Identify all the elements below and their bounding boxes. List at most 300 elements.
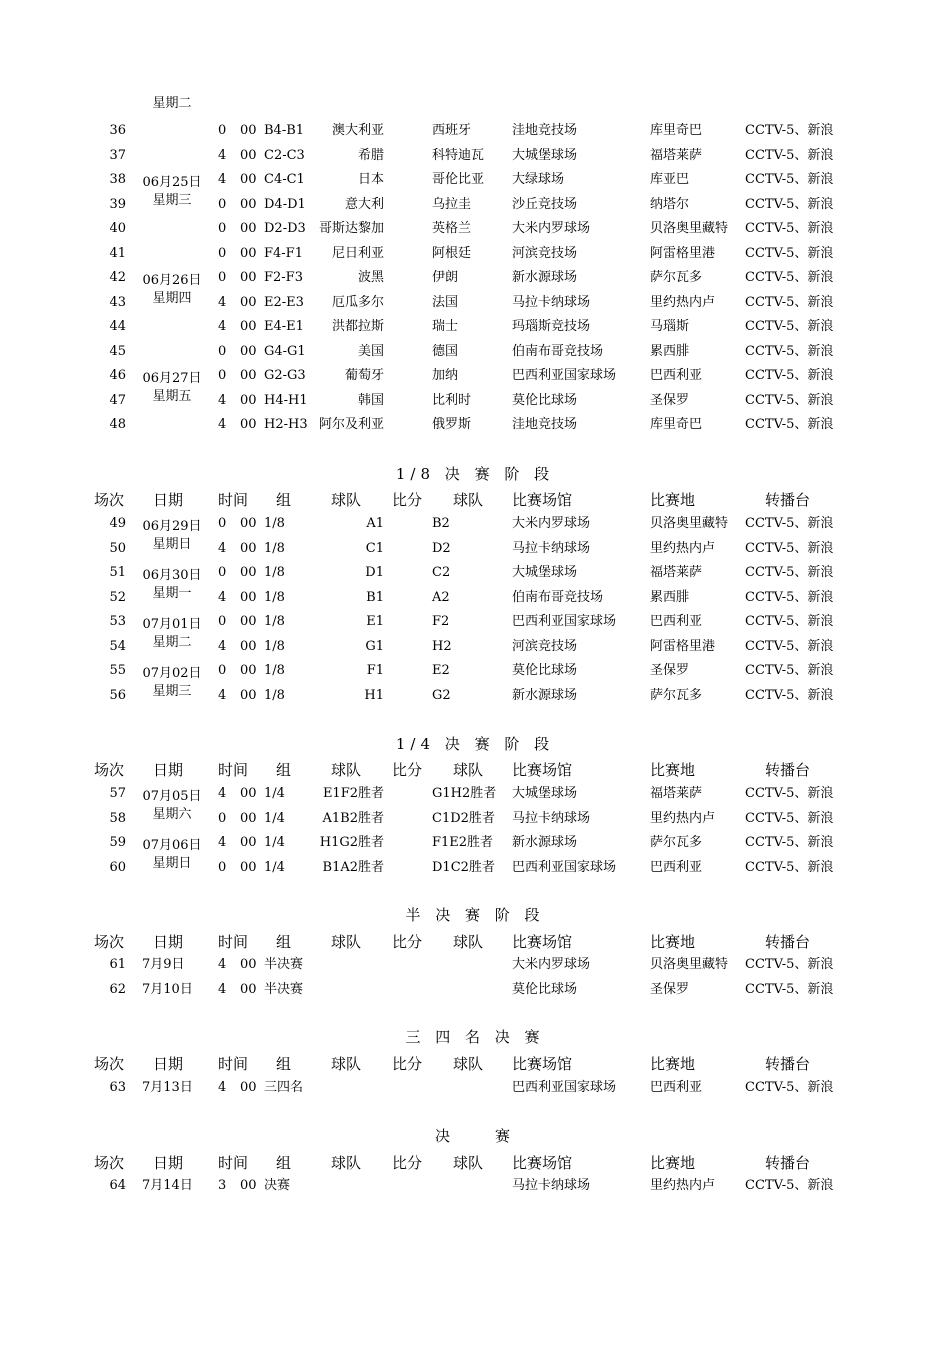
venue: 莫伦比球场 bbox=[512, 392, 578, 408]
team-2: 比利时 bbox=[432, 392, 472, 408]
table-row bbox=[0, 953, 950, 977]
venue: 大城堡球场 bbox=[512, 786, 578, 801]
col-match-no: 场次 bbox=[94, 1055, 125, 1073]
city: 贝洛奥里藏特 bbox=[650, 516, 729, 531]
kickoff-minute: 00 bbox=[240, 196, 257, 212]
broadcaster: CCTV-5、新浪 bbox=[745, 687, 834, 703]
col-team-2: 球队 bbox=[453, 933, 484, 951]
kickoff-hour: 0 bbox=[218, 565, 227, 580]
col-venue: 比赛场馆 bbox=[512, 761, 573, 779]
city: 萨尔瓦多 bbox=[650, 687, 703, 703]
column-header-row bbox=[0, 1050, 950, 1074]
team-1: F1 bbox=[366, 663, 384, 678]
team-2: 科特迪瓦 bbox=[432, 147, 485, 163]
col-team-1: 球队 bbox=[331, 933, 362, 951]
kickoff-hour: 0 bbox=[218, 859, 227, 875]
city: 巴西利亚 bbox=[650, 368, 703, 383]
venue: 大米内罗球场 bbox=[512, 957, 591, 972]
team-1: 波黑 bbox=[357, 270, 384, 285]
venue: 河滨竞技场 bbox=[512, 245, 578, 261]
kickoff-minute: 00 bbox=[240, 417, 257, 432]
broadcaster: CCTV-5、新浪 bbox=[745, 638, 834, 654]
venue: 伯南布哥竞技场 bbox=[512, 343, 604, 359]
broadcaster: CCTV-5、新浪 bbox=[745, 786, 834, 801]
col-time: 时间 bbox=[218, 933, 249, 951]
kickoff-minute: 00 bbox=[240, 221, 257, 236]
team-2: 瑞士 bbox=[432, 319, 459, 334]
kickoff-hour: 4 bbox=[218, 540, 227, 556]
team-1: 阿尔及利亚 bbox=[318, 417, 384, 432]
broadcaster: CCTV-5、新浪 bbox=[745, 270, 834, 285]
date-label: 06月30日 bbox=[142, 568, 202, 583]
group-code: 1/8 bbox=[264, 687, 285, 703]
match-date: 7月14日 bbox=[142, 1178, 193, 1193]
col-venue: 比赛场馆 bbox=[512, 933, 573, 951]
broadcaster: CCTV-5、新浪 bbox=[745, 294, 834, 310]
team-2: G1H2胜者 bbox=[432, 786, 497, 801]
city: 库亚巴 bbox=[650, 172, 690, 187]
venue: 巴西利亚国家球场 bbox=[512, 368, 617, 383]
match-number: 56 bbox=[109, 687, 126, 703]
team-2: 哥伦比亚 bbox=[432, 172, 485, 187]
city: 圣保罗 bbox=[650, 663, 690, 678]
city: 累西腓 bbox=[650, 589, 690, 605]
match-date: 7月9日 bbox=[142, 957, 185, 972]
broadcaster: CCTV-5、新浪 bbox=[745, 957, 834, 972]
venue: 大米内罗球场 bbox=[512, 221, 591, 236]
kickoff-hour: 4 bbox=[218, 957, 227, 972]
col-group: 组 bbox=[276, 1154, 292, 1172]
date-cell bbox=[136, 370, 208, 406]
col-score: 比分 bbox=[392, 933, 423, 951]
broadcaster: CCTV-5、新浪 bbox=[745, 368, 834, 383]
col-group: 组 bbox=[276, 1055, 292, 1073]
broadcaster: CCTV-5、新浪 bbox=[745, 221, 834, 236]
kickoff-hour: 4 bbox=[218, 835, 227, 850]
date-label: 06月29日 bbox=[142, 519, 202, 534]
col-date: 日期 bbox=[153, 1055, 184, 1073]
date-label: 07月01日 bbox=[142, 617, 202, 632]
venue: 大城堡球场 bbox=[512, 565, 578, 580]
team-1: 洪都拉斯 bbox=[331, 319, 384, 334]
match-number: 54 bbox=[109, 638, 126, 654]
section-title: 1/8 决 赛 阶 段 bbox=[395, 465, 555, 483]
group-code: E2-E3 bbox=[264, 294, 304, 310]
col-date: 日期 bbox=[153, 761, 184, 779]
group-code: 三四名 bbox=[264, 1080, 304, 1095]
team-2: E2 bbox=[432, 663, 450, 678]
team-1: H1G2胜者 bbox=[319, 835, 384, 850]
venue: 巴西利亚国家球场 bbox=[512, 859, 617, 875]
match-number: 52 bbox=[109, 589, 126, 605]
broadcaster: CCTV-5、新浪 bbox=[745, 835, 834, 850]
kickoff-minute: 00 bbox=[240, 1080, 257, 1095]
kickoff-minute: 00 bbox=[240, 172, 257, 187]
group-code: 1/8 bbox=[264, 565, 285, 580]
group-code: 1/4 bbox=[264, 810, 285, 826]
city: 贝洛奥里藏特 bbox=[650, 957, 729, 972]
venue: 洼地竞技场 bbox=[512, 123, 578, 138]
col-match-no: 场次 bbox=[94, 1154, 125, 1172]
group-code: D2-D3 bbox=[264, 221, 306, 236]
kickoff-hour: 4 bbox=[218, 147, 227, 163]
match-number: 37 bbox=[109, 147, 126, 163]
kickoff-hour: 4 bbox=[218, 981, 227, 997]
col-match-no: 场次 bbox=[94, 933, 125, 951]
col-broadcaster: 转播台 bbox=[765, 933, 811, 951]
col-venue: 比赛场馆 bbox=[512, 1154, 573, 1172]
team-1: D1 bbox=[365, 565, 384, 580]
match-number: 64 bbox=[109, 1178, 126, 1193]
col-team-1: 球队 bbox=[331, 491, 362, 509]
team-2: 伊朗 bbox=[432, 270, 459, 285]
venue: 马拉卡纳球场 bbox=[512, 1178, 591, 1193]
team-1: 希腊 bbox=[357, 147, 384, 163]
venue: 新水源球场 bbox=[512, 270, 578, 285]
col-score: 比分 bbox=[392, 761, 423, 779]
broadcaster: CCTV-5、新浪 bbox=[745, 859, 834, 875]
city: 里约热内卢 bbox=[650, 540, 716, 556]
date-label: 06月27日 bbox=[142, 371, 202, 386]
date-cell bbox=[136, 272, 208, 308]
date-cell bbox=[136, 665, 208, 701]
team-2: A2 bbox=[432, 589, 450, 605]
team-1: A1 bbox=[366, 516, 384, 531]
kickoff-minute: 00 bbox=[240, 294, 257, 310]
col-team-1: 球队 bbox=[331, 761, 362, 779]
kickoff-minute: 00 bbox=[240, 147, 257, 163]
city: 里约热内卢 bbox=[650, 294, 716, 310]
match-number: 57 bbox=[109, 786, 126, 801]
kickoff-minute: 00 bbox=[240, 516, 257, 531]
city: 巴西利亚 bbox=[650, 859, 703, 875]
city: 圣保罗 bbox=[650, 981, 690, 997]
venue: 大城堡球场 bbox=[512, 147, 578, 163]
team-2: 阿根廷 bbox=[432, 245, 472, 261]
section-title: 三 四 名 决 赛 bbox=[405, 1028, 545, 1046]
kickoff-minute: 00 bbox=[240, 786, 257, 801]
group-code: C4-C1 bbox=[264, 172, 305, 187]
group-code: 1/4 bbox=[264, 859, 285, 875]
weekday-label: 星期日 bbox=[152, 537, 192, 552]
group-code: G2-G3 bbox=[264, 368, 306, 383]
col-date: 日期 bbox=[153, 1154, 184, 1172]
match-number: 61 bbox=[109, 957, 126, 972]
table-row bbox=[0, 413, 950, 437]
table-row bbox=[0, 340, 950, 364]
col-time: 时间 bbox=[218, 491, 249, 509]
kickoff-minute: 00 bbox=[240, 687, 257, 703]
broadcaster: CCTV-5、新浪 bbox=[745, 392, 834, 408]
kickoff-hour: 4 bbox=[218, 172, 227, 187]
team-2: C2 bbox=[432, 565, 451, 580]
city: 巴西利亚 bbox=[650, 614, 703, 629]
broadcaster: CCTV-5、新浪 bbox=[745, 614, 834, 629]
team-2: F2 bbox=[432, 614, 450, 629]
match-date: 7月13日 bbox=[142, 1080, 193, 1095]
col-score: 比分 bbox=[392, 491, 423, 509]
team-1: H1 bbox=[364, 687, 384, 703]
team-1: 意大利 bbox=[344, 196, 384, 212]
date-cell bbox=[136, 567, 208, 603]
weekday-label: 星期二 bbox=[152, 635, 192, 650]
venue: 沙丘竞技场 bbox=[512, 196, 578, 212]
table-row bbox=[0, 119, 950, 143]
kickoff-hour: 0 bbox=[218, 270, 227, 285]
kickoff-hour: 0 bbox=[218, 663, 227, 678]
match-number: 43 bbox=[109, 294, 126, 310]
city: 里约热内卢 bbox=[650, 1178, 716, 1193]
venue: 玛瑙斯竞技场 bbox=[512, 319, 591, 334]
table-row bbox=[0, 315, 950, 339]
team-1: 厄瓜多尔 bbox=[331, 294, 384, 310]
col-broadcaster: 转播台 bbox=[765, 491, 811, 509]
city: 福塔莱萨 bbox=[650, 786, 703, 801]
col-team-1: 球队 bbox=[331, 1055, 362, 1073]
col-time: 时间 bbox=[218, 761, 249, 779]
group-code: 1/4 bbox=[264, 835, 285, 850]
match-number: 39 bbox=[109, 196, 126, 212]
team-2: 英格兰 bbox=[432, 221, 472, 236]
kickoff-hour: 4 bbox=[218, 294, 227, 310]
group-code: 1/8 bbox=[264, 663, 285, 678]
table-row bbox=[0, 217, 950, 241]
team-1: 澳大利亚 bbox=[331, 123, 384, 138]
team-1: 日本 bbox=[357, 172, 384, 187]
group-code: 决赛 bbox=[264, 1178, 291, 1193]
city: 萨尔瓦多 bbox=[650, 835, 703, 850]
city: 福塔莱萨 bbox=[650, 565, 703, 580]
venue: 莫伦比球场 bbox=[512, 981, 578, 997]
weekday-label: 星期六 bbox=[152, 807, 192, 822]
kickoff-hour: 0 bbox=[218, 196, 227, 212]
city: 萨尔瓦多 bbox=[650, 270, 703, 285]
col-city: 比赛地 bbox=[650, 1154, 696, 1172]
group-code: C2-C3 bbox=[264, 147, 305, 163]
col-date: 日期 bbox=[153, 933, 184, 951]
kickoff-minute: 00 bbox=[240, 589, 257, 605]
broadcaster: CCTV-5、新浪 bbox=[745, 319, 834, 334]
group-code: 1/4 bbox=[264, 786, 285, 801]
kickoff-minute: 00 bbox=[240, 565, 257, 580]
match-number: 44 bbox=[109, 319, 126, 334]
col-team-1: 球队 bbox=[331, 1154, 362, 1172]
kickoff-hour: 4 bbox=[218, 589, 227, 605]
broadcaster: CCTV-5、新浪 bbox=[745, 196, 834, 212]
col-score: 比分 bbox=[392, 1154, 423, 1172]
group-code: F2-F3 bbox=[264, 270, 303, 285]
weekday-label: 星期四 bbox=[152, 291, 192, 306]
match-number: 36 bbox=[109, 123, 126, 138]
col-city: 比赛地 bbox=[650, 933, 696, 951]
group-code: 半决赛 bbox=[264, 957, 304, 972]
group-code: 1/8 bbox=[264, 540, 285, 556]
date-label: 06月25日 bbox=[142, 175, 202, 190]
city: 纳塔尔 bbox=[650, 196, 690, 212]
team-1: 哥斯达黎加 bbox=[318, 221, 384, 236]
team-2: 乌拉圭 bbox=[432, 196, 472, 212]
kickoff-hour: 4 bbox=[218, 417, 227, 432]
team-1: 葡萄牙 bbox=[344, 368, 384, 383]
date-label: 07月06日 bbox=[142, 838, 202, 853]
team-1: B1A2胜者 bbox=[322, 859, 384, 875]
col-city: 比赛地 bbox=[650, 491, 696, 509]
team-2: 德国 bbox=[432, 343, 459, 359]
team-1: G1 bbox=[365, 638, 384, 654]
venue: 洼地竞技场 bbox=[512, 417, 578, 432]
weekday-label: 星期五 bbox=[152, 389, 192, 404]
group-code: 1/8 bbox=[264, 589, 285, 605]
broadcaster: CCTV-5、新浪 bbox=[745, 1178, 834, 1193]
venue: 伯南布哥竞技场 bbox=[512, 589, 604, 605]
kickoff-hour: 0 bbox=[218, 245, 227, 261]
col-time: 时间 bbox=[218, 1154, 249, 1172]
date-cell bbox=[136, 837, 208, 873]
col-group: 组 bbox=[276, 933, 292, 951]
match-number: 45 bbox=[109, 343, 126, 359]
kickoff-hour: 0 bbox=[218, 221, 227, 236]
kickoff-hour: 4 bbox=[218, 392, 227, 408]
match-number: 40 bbox=[109, 221, 126, 236]
venue: 大米内罗球场 bbox=[512, 516, 591, 531]
city: 巴西利亚 bbox=[650, 1080, 703, 1095]
team-1: E1 bbox=[366, 614, 384, 629]
group-code: H4-H1 bbox=[264, 392, 308, 408]
col-team-2: 球队 bbox=[453, 491, 484, 509]
match-number: 51 bbox=[109, 565, 126, 580]
table-row bbox=[0, 978, 950, 1002]
col-group: 组 bbox=[276, 491, 292, 509]
table-row bbox=[0, 1174, 950, 1198]
venue: 巴西利亚国家球场 bbox=[512, 1080, 617, 1095]
group-code: G4-G1 bbox=[264, 343, 306, 359]
match-number: 58 bbox=[109, 810, 126, 826]
city: 库里奇巴 bbox=[650, 123, 703, 138]
kickoff-hour: 4 bbox=[218, 319, 227, 334]
kickoff-minute: 00 bbox=[240, 1178, 257, 1193]
header-weekday: 星期二 bbox=[152, 96, 192, 111]
group-code: H2-H3 bbox=[264, 417, 308, 432]
broadcaster: CCTV-5、新浪 bbox=[745, 589, 834, 605]
kickoff-hour: 3 bbox=[218, 1178, 227, 1193]
broadcaster: CCTV-5、新浪 bbox=[745, 343, 834, 359]
col-team-2: 球队 bbox=[453, 1055, 484, 1073]
team-1: E1F2胜者 bbox=[322, 786, 384, 801]
kickoff-minute: 00 bbox=[240, 319, 257, 334]
col-team-2: 球队 bbox=[453, 761, 484, 779]
team-1: C1 bbox=[365, 540, 384, 556]
col-score: 比分 bbox=[392, 1055, 423, 1073]
kickoff-hour: 4 bbox=[218, 638, 227, 654]
kickoff-minute: 00 bbox=[240, 810, 257, 826]
match-number: 50 bbox=[109, 540, 126, 556]
col-venue: 比赛场馆 bbox=[512, 1055, 573, 1073]
city: 圣保罗 bbox=[650, 392, 690, 408]
group-code: 1/8 bbox=[264, 614, 285, 629]
kickoff-hour: 0 bbox=[218, 516, 227, 531]
venue: 新水源球场 bbox=[512, 835, 578, 850]
match-number: 55 bbox=[109, 663, 126, 678]
broadcaster: CCTV-5、新浪 bbox=[745, 1080, 834, 1095]
weekday-label: 星期三 bbox=[152, 684, 192, 699]
broadcaster: CCTV-5、新浪 bbox=[745, 516, 834, 531]
col-venue: 比赛场馆 bbox=[512, 491, 573, 509]
section-title: 决 赛 bbox=[434, 1127, 515, 1145]
kickoff-minute: 00 bbox=[240, 392, 257, 408]
team-1: 尼日利亚 bbox=[331, 245, 384, 261]
section-title: 1/4 决 赛 阶 段 bbox=[395, 735, 555, 753]
broadcaster: CCTV-5、新浪 bbox=[745, 172, 834, 187]
section-title: 半 决 赛 阶 段 bbox=[405, 906, 545, 924]
col-team-2: 球队 bbox=[453, 1154, 484, 1172]
column-header-row bbox=[0, 486, 950, 510]
match-number: 63 bbox=[109, 1080, 126, 1095]
city: 贝洛奥里藏特 bbox=[650, 221, 729, 236]
team-2: D1C2胜者 bbox=[432, 859, 495, 875]
kickoff-minute: 00 bbox=[240, 245, 257, 261]
kickoff-minute: 00 bbox=[240, 638, 257, 654]
date-cell bbox=[136, 518, 208, 554]
kickoff-hour: 0 bbox=[218, 123, 227, 138]
match-number: 60 bbox=[109, 859, 126, 875]
city: 阿雷格里港 bbox=[650, 245, 716, 261]
kickoff-minute: 00 bbox=[240, 614, 257, 629]
col-broadcaster: 转播台 bbox=[765, 1055, 811, 1073]
table-row bbox=[0, 144, 950, 168]
venue: 马拉卡纳球场 bbox=[512, 294, 591, 310]
venue: 大绿球场 bbox=[512, 172, 565, 187]
broadcaster: CCTV-5、新浪 bbox=[745, 540, 834, 556]
broadcaster: CCTV-5、新浪 bbox=[745, 147, 834, 163]
col-time: 时间 bbox=[218, 1055, 249, 1073]
col-city: 比赛地 bbox=[650, 1055, 696, 1073]
team-2: F1E2胜者 bbox=[432, 835, 494, 850]
kickoff-minute: 00 bbox=[240, 343, 257, 359]
kickoff-hour: 0 bbox=[218, 368, 227, 383]
date-label: 07月02日 bbox=[142, 666, 202, 681]
table-row bbox=[0, 242, 950, 266]
venue: 马拉卡纳球场 bbox=[512, 540, 591, 556]
group-code: 1/8 bbox=[264, 516, 285, 531]
kickoff-minute: 00 bbox=[240, 957, 257, 972]
city: 福塔莱萨 bbox=[650, 147, 703, 163]
venue: 莫伦比球场 bbox=[512, 663, 578, 678]
broadcaster: CCTV-5、新浪 bbox=[745, 565, 834, 580]
column-header-row bbox=[0, 928, 950, 952]
team-2: 法国 bbox=[432, 294, 459, 310]
group-code: E4-E1 bbox=[264, 319, 304, 334]
team-2: 俄罗斯 bbox=[432, 417, 472, 432]
col-match-no: 场次 bbox=[94, 491, 125, 509]
kickoff-minute: 00 bbox=[240, 368, 257, 383]
kickoff-hour: 4 bbox=[218, 786, 227, 801]
broadcaster: CCTV-5、新浪 bbox=[745, 981, 834, 997]
broadcaster: CCTV-5、新浪 bbox=[745, 417, 834, 432]
team-2: 西班牙 bbox=[432, 123, 472, 138]
date-label: 07月05日 bbox=[142, 789, 202, 804]
weekday-label: 星期日 bbox=[152, 856, 192, 871]
group-code: F4-F1 bbox=[264, 245, 303, 261]
column-header-row bbox=[0, 1149, 950, 1173]
city: 里约热内卢 bbox=[650, 810, 716, 826]
date-cell bbox=[136, 788, 208, 824]
match-number: 38 bbox=[109, 172, 126, 187]
match-number: 47 bbox=[109, 392, 126, 408]
team-2: G2 bbox=[432, 687, 451, 703]
venue: 河滨竞技场 bbox=[512, 638, 578, 654]
venue: 新水源球场 bbox=[512, 687, 578, 703]
broadcaster: CCTV-5、新浪 bbox=[745, 245, 834, 261]
